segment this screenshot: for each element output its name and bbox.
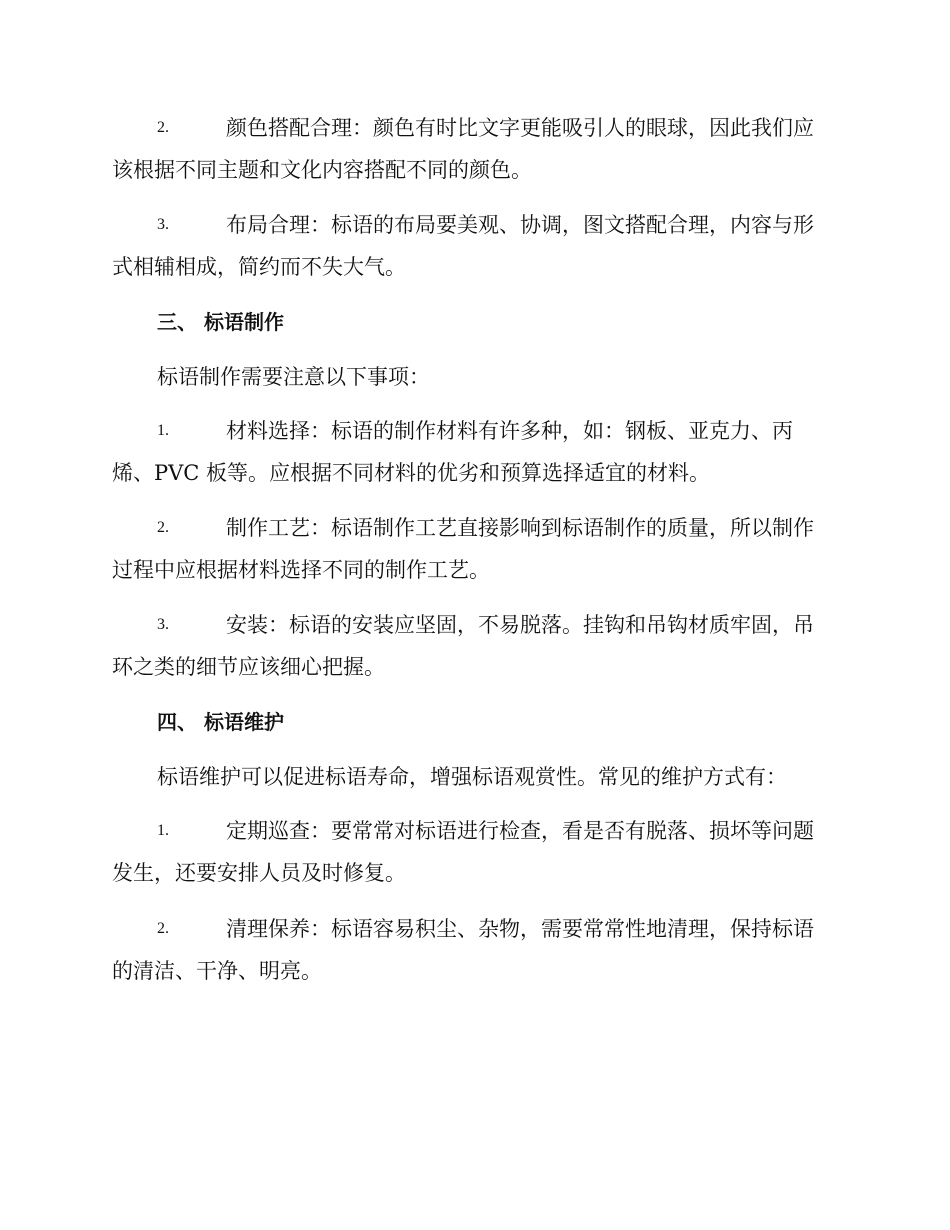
list-item-install-line1: [0, 607, 950, 643]
list-item-inspection-line2: [0, 855, 950, 891]
list-item-craft-line2: [0, 552, 950, 588]
section-intro-production: [0, 359, 950, 395]
list-item-layout-line2: [0, 249, 950, 285]
list-text-continuation: 发生，还要安排人员及时修复。: [112, 861, 406, 885]
section-title: 四、 标语维护: [157, 710, 284, 734]
list-number: 2.: [157, 920, 169, 937]
section-heading-production: [0, 304, 950, 340]
list-text: 定期巡查：要常常对标语进行检查，看是否有脱落、损坏等问题: [226, 819, 814, 843]
list-number: 2.: [157, 519, 169, 536]
list-number: 1.: [157, 422, 169, 439]
list-text-continuation: 的清洁、干净、明亮。: [112, 959, 322, 983]
list-number: 3.: [157, 216, 169, 233]
list-number: 2.: [157, 119, 169, 136]
list-text-continuation: 环之类的细节应该细心把握。: [112, 655, 385, 679]
list-item-color-line2: [0, 152, 950, 188]
list-text-continuation: 烯、PVC 板等。应根据不同材料的优劣和预算选择适宜的材料。: [112, 461, 711, 485]
list-item-material-line1: [0, 413, 950, 449]
list-item-inspection-line1: [0, 813, 950, 849]
list-item-cleaning-line1: [0, 911, 950, 947]
list-text: 颜色搭配合理：颜色有时比文字更能吸引人的眼球，因此我们应: [226, 116, 814, 140]
section-heading-maintenance: [0, 704, 950, 740]
list-text: 布局合理：标语的布局要美观、协调，图文搭配合理，内容与形: [226, 213, 814, 237]
intro-text: 标语制作需要注意以下事项：: [157, 365, 430, 389]
list-text-continuation: 过程中应根据材料选择不同的制作工艺。: [112, 558, 490, 582]
list-number: 1.: [157, 822, 169, 839]
list-item-cleaning-line2: [0, 953, 950, 989]
list-item-layout-line1: [0, 207, 950, 243]
section-intro-maintenance: [0, 759, 950, 795]
list-item-material-line2: [0, 455, 950, 491]
list-item-color-line1: [0, 110, 950, 146]
list-text: 清理保养：标语容易积尘、杂物，需要常常性地清理，保持标语: [226, 917, 814, 941]
list-number: 3.: [157, 616, 169, 633]
list-text: 制作工艺：标语制作工艺直接影响到标语制作的质量，所以制作: [226, 516, 814, 540]
list-text: 安装：标语的安装应坚固，不易脱落。挂钩和吊钩材质牢固，吊: [226, 613, 814, 637]
intro-text: 标语维护可以促进标语寿命，增强标语观赏性。常见的维护方式有：: [157, 765, 787, 789]
list-item-craft-line1: [0, 510, 950, 546]
list-text: 材料选择：标语的制作材料有许多种，如：钢板、亚克力、丙: [226, 419, 793, 443]
list-text-continuation: 式相辅相成，简约而不失大气。: [112, 255, 406, 279]
list-text-continuation: 该根据不同主题和文化内容搭配不同的颜色。: [112, 158, 532, 182]
section-title: 三、 标语制作: [157, 310, 284, 334]
list-item-install-line2: [0, 649, 950, 685]
